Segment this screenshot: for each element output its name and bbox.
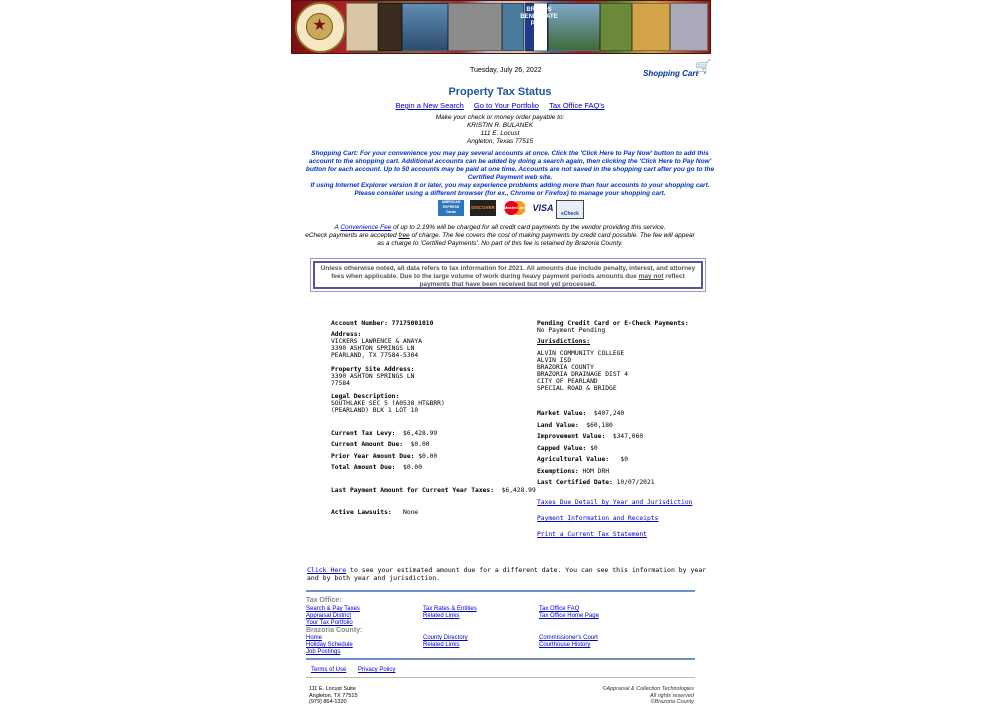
- last-payment-value: $6,428.99: [501, 487, 536, 494]
- prior-due-label: Prior Year Amount Due:: [331, 453, 415, 460]
- amex-card-icon: AMERICAN EXPRESS Cards: [438, 200, 464, 216]
- banner-photo-field: [600, 3, 632, 51]
- office-address: [309, 686, 358, 706]
- shopping-cart-note: [304, 150, 716, 198]
- jurisdiction-item: SPECIAL ROAD & BRIDGE: [537, 385, 617, 392]
- terms-of-use-link[interactable]: Terms of Use: [311, 667, 347, 673]
- capped-value-label: Capped Value:: [537, 445, 587, 452]
- improvement-value: $347,060: [612, 433, 644, 440]
- footer-link[interactable]: Related Links: [423, 613, 460, 619]
- footer-link[interactable]: Related Links: [423, 642, 460, 648]
- footer-link[interactable]: County Directory: [423, 635, 468, 641]
- echeck-text-b: of charge. The fee covers the cost of making payments by credit card possible. The fee will appear: [409, 232, 695, 239]
- banner-photo-courthouse: [670, 3, 708, 51]
- footer-divider-top: [306, 590, 695, 592]
- footer-link[interactable]: Home: [306, 635, 323, 641]
- certified-date-value: 10/07/2021: [616, 479, 655, 486]
- notice-text-b: reflect payments that have been received but not yet processed.: [419, 273, 685, 288]
- valuation-details: [537, 320, 712, 545]
- payable-to-label: Make your check or money order payable to:: [435, 114, 565, 121]
- phone-number: (979) 864-1320: [309, 699, 347, 705]
- footer-divider-bottom: [306, 677, 695, 678]
- convenience-fee-note: [0, 224, 1000, 248]
- data-notice-box: [313, 261, 703, 289]
- header-banner: [291, 0, 711, 54]
- exemptions-value: HOM DRH: [582, 468, 610, 475]
- footer-link[interactable]: Holiday Schedule: [306, 642, 353, 648]
- prior-due-value: $0.00: [418, 453, 438, 460]
- copyright-line: ©Appraisal & Collection Technologies: [602, 686, 694, 692]
- current-date: Tuesday, July 26, 2022: [470, 67, 542, 74]
- privacy-policy-link[interactable]: Privacy Policy: [358, 667, 396, 673]
- agricultural-value: $0: [620, 456, 628, 463]
- tax-office-heading: Tax Office:: [306, 597, 342, 604]
- fee-text-b: of up to 2.19% will be charged for all credit card payments by the vendor providing this service.: [391, 224, 666, 231]
- lawsuits-label: Active Lawsuits:: [331, 509, 392, 516]
- star-icon: ★: [312, 17, 327, 34]
- payee-name: KRISTIN R. BULANEK: [466, 122, 534, 129]
- legal-line-1: SOUTHLAKE SEC 5 (A0538 HT&BRR): [331, 400, 445, 407]
- legal-description-label: Legal Description:: [331, 393, 400, 400]
- convenience-fee-link[interactable]: Convenience Fee: [340, 224, 392, 231]
- banner-photo-statue: [346, 3, 378, 51]
- click-here-link[interactable]: Click Here: [307, 566, 347, 574]
- jurisdiction-item: CITY OF PEARLAND: [537, 378, 598, 385]
- begin-new-search-link[interactable]: Begin a New Search: [395, 101, 464, 110]
- county-seal-logo: [295, 2, 346, 53]
- taxes-due-detail-link[interactable]: Taxes Due Detail by Year and Jurisdiction: [537, 499, 693, 506]
- capped-value: $0: [590, 445, 598, 452]
- shopping-cart-link[interactable]: Shopping Cart: [643, 69, 699, 78]
- notice-may-not: may not: [638, 273, 664, 280]
- nav-links: [0, 101, 1000, 110]
- payee-street: 111 E. Locust: [480, 130, 520, 137]
- payee-city: Angleton, Texas 77515: [466, 138, 534, 145]
- jurisdiction-item: BRAZORIA COUNTY: [537, 364, 594, 371]
- account-number-label: Account Number:: [331, 320, 388, 327]
- estimate-note: [307, 566, 707, 582]
- banner-photo-refinery: [632, 3, 670, 51]
- legal-line-2: (PEARLAND) BLK 1 LOT 10: [331, 407, 419, 414]
- estimate-text: to see your estimated amount due for a different date. You can see this information by year and by both year and jurisdiction.: [307, 566, 707, 582]
- copyright-line: All rights reserved: [649, 692, 694, 699]
- notice-text-a: Unless otherwise noted, all data refers to tax information for 2021. All amounts due include penalty, interest, and attorney fees when applicable. Due to the large volume of work during heavy payment periods amounts due: [320, 265, 696, 280]
- jurisdictions-label: Jurisdictions:: [537, 338, 591, 345]
- footer-link[interactable]: Tax Office Home Page: [539, 613, 599, 619]
- footer-link[interactable]: Job Postings: [306, 649, 341, 655]
- pending-payments-label: Pending Credit Card or E-Check Payments:: [537, 320, 689, 327]
- agricultural-value-label: Agricultural Value:: [537, 456, 610, 463]
- discover-card-icon: DISCOVER: [470, 200, 496, 216]
- total-due-value: $0.00: [403, 464, 423, 471]
- pending-payments-value: No Payment Pending: [537, 327, 606, 334]
- land-value-label: Land Value:: [537, 422, 579, 429]
- jurisdiction-item: ALVIN COMMUNITY COLLEGE: [537, 350, 625, 357]
- fee-text-a: A: [334, 224, 341, 231]
- banner-photo-building: [378, 3, 402, 51]
- copyright-line: ©Brazoria County: [650, 699, 694, 705]
- visa-card-icon: VISA: [532, 203, 554, 213]
- echeck-icon: eCheck: [556, 200, 584, 219]
- total-due-label: Total Amount Due:: [331, 464, 396, 471]
- account-details: [331, 320, 536, 520]
- owner-name: VICKERS LAWRENCE & ANAYA: [331, 338, 422, 345]
- cart-note-paragraph: Shopping Cart: For your convenience you may pay several accounts at once. Click the 'Click Here to Pay Now' button to add this account to the shopping cart. Additional accounts can be added by doing a search again, then clicking the 'Click Here to Pay Now' button for each account. Up to 50 accounts may be paid at one time. Accounts are not saved in the shopping cart after you go to the Certified Payment web site.: [305, 150, 715, 181]
- banner-photo-water: [402, 3, 448, 51]
- fee-text-c: as a charge to 'Certified Payments'. No part of this fee is retained by Brazoria County.: [377, 240, 623, 247]
- banner-photo-people: [448, 3, 502, 51]
- browser-note-paragraph: If using Internet Explorer version 8 or later, you may experience problems adding more than four accounts to your shopping cart. Please consider using a different browser (for ex., Chrome or Firefox) to manage your shopping cart.: [310, 182, 710, 197]
- footer-link[interactable]: Courthouse History: [539, 642, 591, 648]
- footer-link[interactable]: Tax Office FAQ: [539, 606, 580, 612]
- site-street: 3390 ASHTON SPRINGS LN: [331, 373, 415, 380]
- payable-to-block: [0, 114, 1000, 146]
- market-value: $407,240: [593, 410, 625, 417]
- mastercard-icon: MasterCard: [503, 200, 527, 216]
- owner-street: 3390 ASHTON SPRINGS LN: [331, 345, 415, 352]
- county-heading: Brazoria County:: [306, 627, 363, 634]
- go-to-portfolio-link[interactable]: Go to Your Portfolio: [473, 101, 539, 110]
- exemptions-label: Exemptions:: [537, 468, 579, 475]
- amount-due-value: $0.00: [410, 441, 430, 448]
- site-zip: 77584: [331, 380, 350, 387]
- site-address-label: Property Site Address:: [331, 366, 415, 373]
- footer-divider-middle: [306, 658, 695, 660]
- owner-city: PEARLAND, TX 77584-5304: [331, 352, 419, 359]
- last-payment-label: Last Payment Amount for Current Year Taxes:: [331, 487, 495, 494]
- tax-levy-value: $6,428.99: [403, 430, 438, 437]
- market-value-label: Market Value:: [537, 410, 587, 417]
- page-title: Property Tax Status: [448, 86, 552, 98]
- echeck-text-a: eCheck payments are accepted: [305, 232, 399, 239]
- address-line: Angleton, TX 77515: [309, 692, 358, 699]
- footer-link[interactable]: Your Tax Portfolio: [306, 620, 353, 626]
- jurisdiction-item: BRAZORIA DRAINAGE DIST 4: [537, 371, 628, 378]
- seal-center: [306, 13, 333, 40]
- shopping-cart-icon[interactable]: 🛒: [695, 59, 712, 74]
- print-tax-statement-link[interactable]: Print a Current Tax Statement: [537, 531, 647, 538]
- address-line: 111 E. Locust Suite: [309, 686, 356, 692]
- park-label: BRAZOS BEND STATE PARK: [520, 7, 558, 27]
- echeck-free: free: [398, 232, 410, 239]
- amount-due-label: Current Amount Due:: [331, 441, 404, 448]
- jurisdiction-item: ALVIN ISD: [537, 357, 572, 364]
- improvement-value-label: Improvement Value:: [537, 433, 606, 440]
- footer-link[interactable]: Tax Rates & Entities: [423, 606, 477, 612]
- lawsuits-value: None: [403, 509, 419, 516]
- payment-information-link[interactable]: Payment Information and Receipts: [537, 515, 659, 522]
- footer-link[interactable]: Appraisal District: [306, 613, 352, 619]
- address-label: Address:: [331, 331, 362, 338]
- tax-levy-label: Current Tax Levy:: [331, 430, 396, 437]
- copyright-block: [560, 686, 694, 706]
- land-value: $60,180: [586, 422, 613, 429]
- footer-link[interactable]: Commissioner's Court: [539, 635, 598, 641]
- account-number: 77175001010: [391, 320, 434, 327]
- footer-link[interactable]: Search & Pay Taxes: [306, 606, 360, 612]
- tax-office-faq-link[interactable]: Tax Office FAQ's: [549, 101, 605, 110]
- certified-date-label: Last Certified Date:: [537, 479, 613, 486]
